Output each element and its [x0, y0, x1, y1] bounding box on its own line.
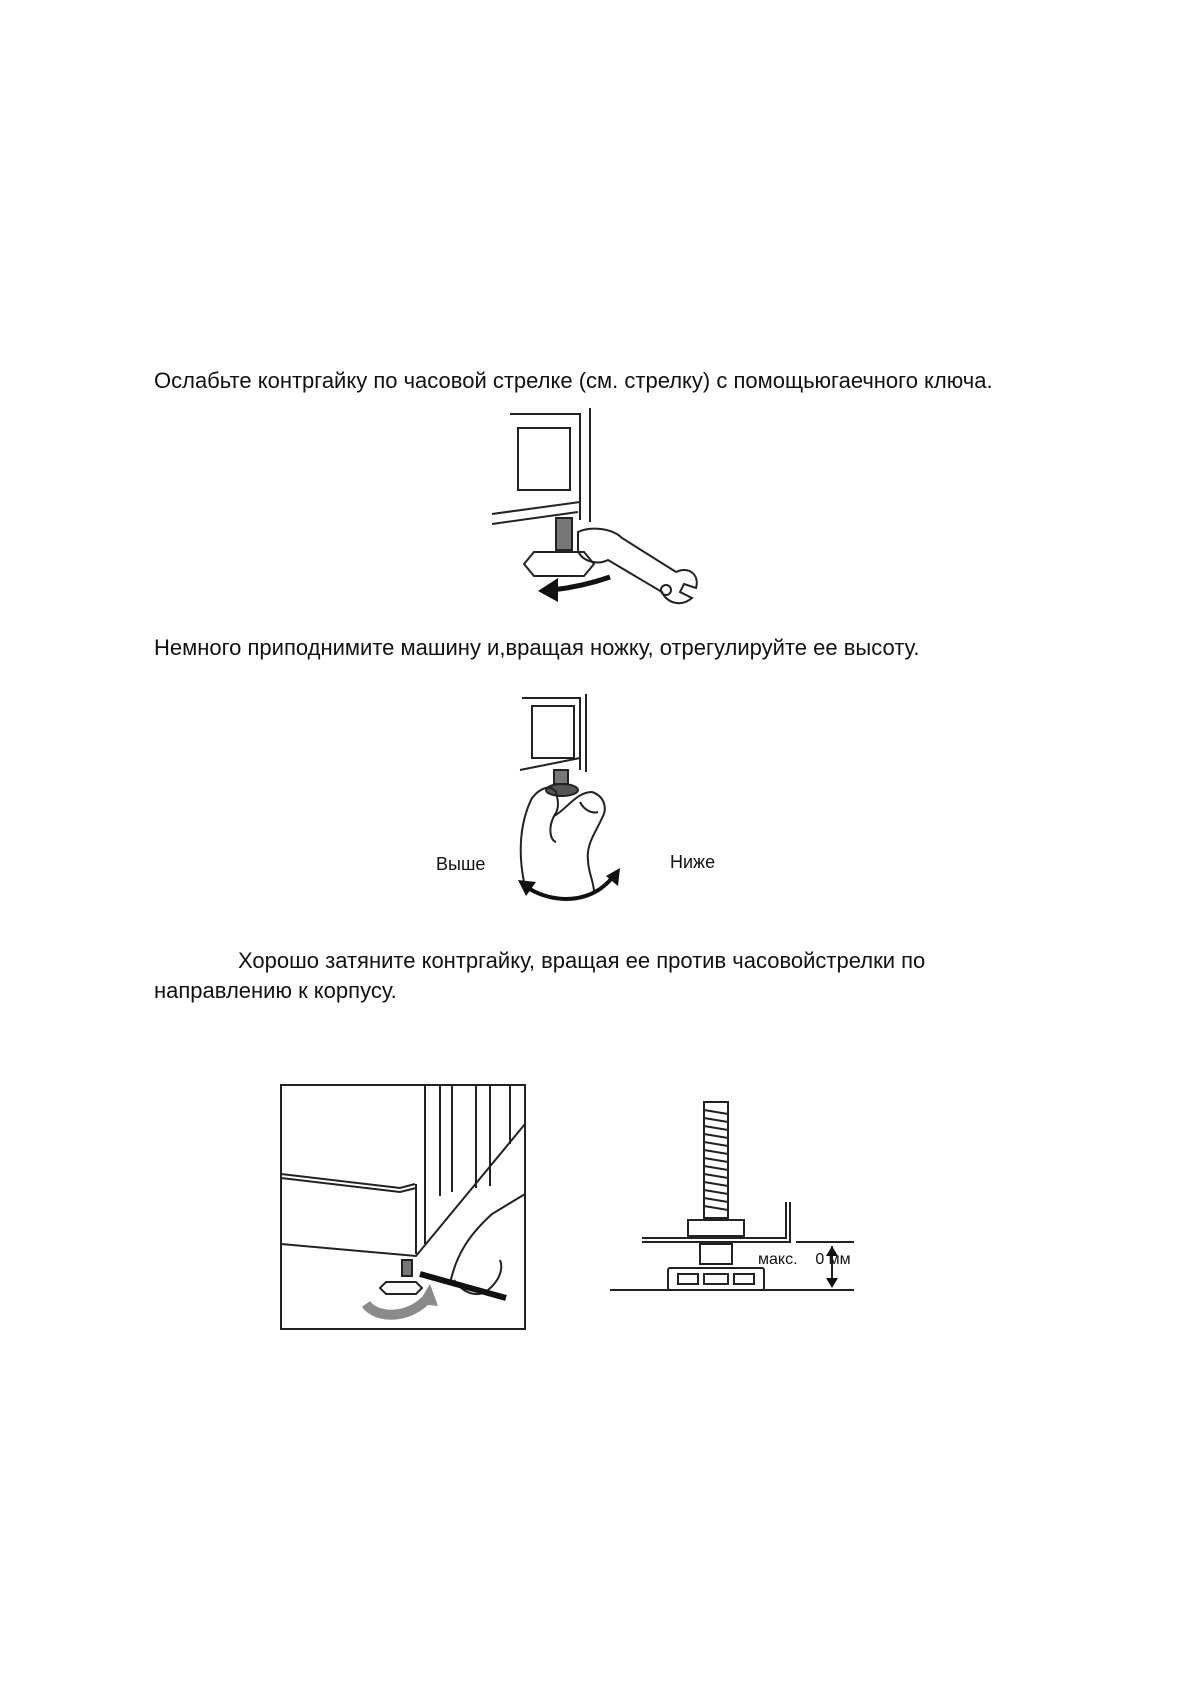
dim-prefix: макс.	[758, 1251, 798, 1268]
wrench-loosen-illustration	[440, 402, 700, 624]
step-3-line-2: направлению к корпусу.	[154, 978, 397, 1003]
foot-section-diagram	[606, 1090, 880, 1324]
step-2-text: Немного приподнимите машину и,вращая ножку, отрегулируйте ее высоту.	[154, 635, 920, 660]
label-higher: Выше	[436, 854, 486, 874]
step-3-text	[154, 946, 1054, 1006]
dim-unit: мм	[828, 1251, 851, 1268]
step-1-text: Ослабьте контргайку по часовой стрелке (см. стрелку) с помощьюгаечного ключа.	[154, 368, 993, 393]
step-3-line-1: Хорошо затяните контргайку, вращая ее против часовойстрелки по	[238, 948, 926, 973]
hand-adjust-illustration	[484, 692, 668, 916]
max-gap-dimension	[758, 1250, 851, 1270]
label-lower: Ниже	[670, 852, 716, 872]
wrench-tighten-illustration	[280, 1084, 526, 1330]
dim-value: 0	[815, 1251, 825, 1268]
